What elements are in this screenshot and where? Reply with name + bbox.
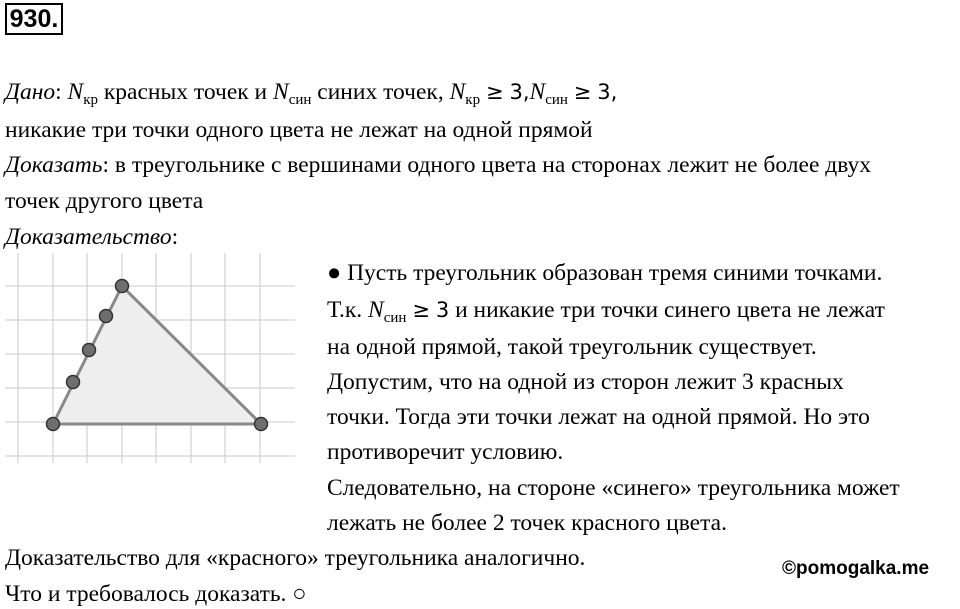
proof-line-3: на одной прямой, такой треугольник существует. [327, 334, 817, 360]
proof-heading [5, 223, 178, 251]
triangle-figure [5, 253, 295, 463]
comma-cond: , [522, 80, 530, 104]
proof-line-7: Следовательно, на стороне «синего» треугольника может [327, 475, 900, 501]
problem-number: 930. [5, 3, 63, 35]
red-triangle-analog: Доказательство для «красного» треугольника аналогично. [5, 545, 586, 571]
qed-line: Что и требовалось доказать. ○ [5, 581, 307, 607]
n-red-symbol-cond: N [449, 79, 466, 105]
prove-text-1: : в треугольнике с вершинами одного цвета на сторонах лежит не более двух [102, 152, 872, 178]
three-proof: 3 [435, 298, 450, 322]
red-point-1 [100, 310, 113, 323]
prove-line-2: точек другого цвета [5, 188, 204, 214]
n-red-subscript: кр [83, 92, 99, 108]
given-colon: : [55, 79, 62, 105]
proof-line-2-start: Т.к. [327, 297, 369, 323]
watermark: ©pomogalka.me [782, 558, 930, 579]
prove-line-1 [5, 151, 871, 179]
ge-sign-proof: ≥ [412, 298, 430, 322]
given-label: Дано [5, 79, 56, 105]
blue-vertex-right [255, 418, 268, 431]
n-blue-subscript-proof: син [383, 310, 407, 326]
given-line-1 [5, 78, 617, 114]
n-blue-symbol: N [273, 79, 289, 105]
proof-colon: : [171, 224, 179, 250]
n-blue-symbol-cond: N [529, 79, 546, 105]
n-red-subscript-cond: кр [465, 92, 481, 108]
three-red: 3 [509, 80, 523, 104]
red-point-2 [83, 344, 96, 357]
proof-label: Доказательство [5, 224, 172, 250]
prove-label: Доказать [5, 152, 103, 178]
ge-sign-red: ≥ [485, 80, 504, 104]
n-blue-symbol-proof: N [368, 297, 384, 323]
n-red-symbol: N [67, 79, 84, 105]
proof-line-4: Допустим, что на одной из сторон лежит 3 красных [327, 369, 844, 395]
blue-vertex-top [116, 280, 129, 293]
n-blue-subscript: син [288, 92, 312, 108]
proof-line-8: лежать не более 2 точек красного цвета. [327, 510, 727, 536]
given-line-2: никакие три точки одного цвета не лежат на одной прямой [5, 117, 593, 143]
proof-line-6: противоречит условию. [327, 439, 564, 465]
comma-end: , [610, 80, 618, 104]
three-blue: 3 [597, 80, 611, 104]
given-blue-text: синих точек, [311, 79, 450, 105]
red-point-3 [67, 376, 80, 389]
proof-line-1: ● Пусть треугольник образован тремя синими точками. [327, 260, 883, 286]
ge-sign-blue: ≥ [573, 80, 592, 104]
blue-vertex-left [47, 418, 60, 431]
given-red-text: красных точек и [98, 79, 274, 105]
proof-line-2-end: и никакие три точки синего цвета не лежат [449, 297, 885, 323]
proof-line-5: точки. Тогда эти точки лежат на одной прямой. Но это [327, 404, 870, 430]
n-blue-subscript-cond: син [545, 92, 568, 108]
proof-line-2 [327, 296, 885, 332]
